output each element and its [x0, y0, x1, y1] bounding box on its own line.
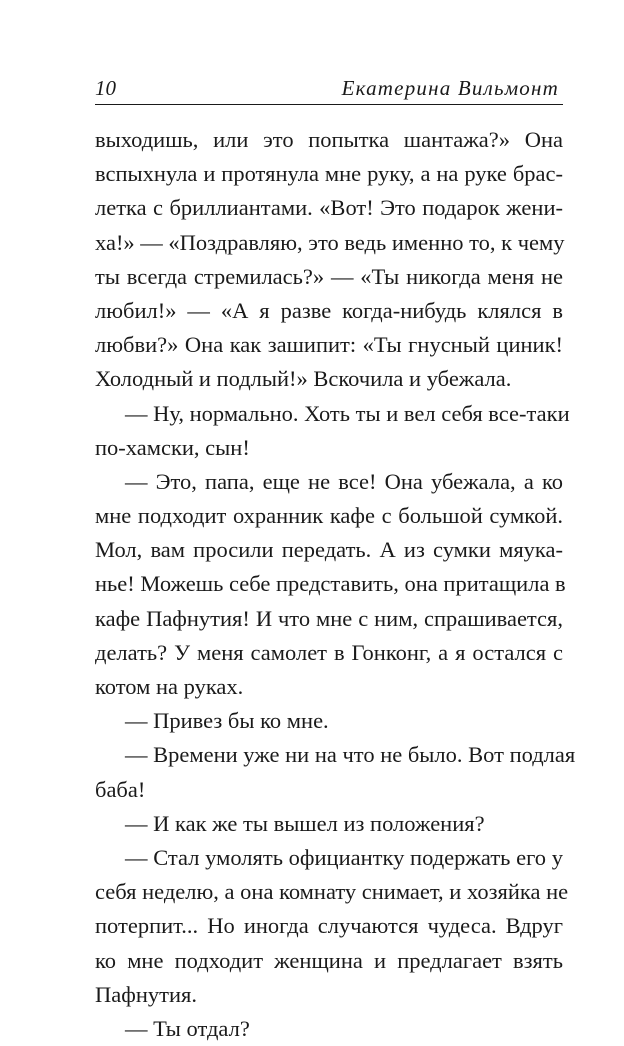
text-line: Мол, вам просили передать. А из сумки мяука- [95, 537, 563, 563]
text-line: — Стал умолять официантку подержать его у [125, 844, 563, 870]
text-line: вспыхнула и протянула мне руку, а на руке брас- [95, 161, 563, 187]
page-number: 10 [95, 76, 116, 100]
text-line: ты всегда стремилась?» — «Ты никогда меня не [95, 263, 563, 289]
text-line: Пафнутия. [95, 981, 197, 1007]
text-line: — Ты отдал? [125, 1015, 250, 1041]
page-header [95, 74, 563, 105]
body-text [95, 123, 576, 1046]
text-line: мне подходит охранник кафе с большой сумкой. [95, 503, 563, 529]
text-line: ха!» — «Поздравляю, это ведь именно то, к чему [95, 229, 565, 255]
text-line: делать? У меня самолет в Гонконг, а я остался с [95, 639, 563, 665]
text-line: нье! Можешь себе представить, она притащила в [95, 571, 566, 597]
text-line: — Ну, нормально. Хоть ты и вел себя все-таки [125, 400, 570, 426]
text-line: котом на руках. [95, 674, 244, 699]
text-line: — Привез бы ко мне. [125, 708, 329, 734]
text-line: — Времени уже ни на что не было. Вот подлая [125, 742, 576, 768]
text-line: любил!» — «А я разве когда-нибудь клялся в [95, 297, 563, 323]
text-line: — Это, папа, еще не все! Она убежала, а ко [125, 468, 563, 494]
text-line: потерпит... Но иногда случаются чудеса. Вдруг [95, 913, 563, 939]
text-line: ко мне подходит женщина и предлагает взять [95, 947, 563, 973]
text-line: выходишь, или это попытка шантажа?» Она [95, 127, 563, 152]
running-title-author: Екатерина Вильмонт [341, 76, 559, 100]
text-line: летка с бриллиантами. «Вот! Это подарок жени- [95, 195, 563, 221]
text-line: любви?» Она как зашипит: «Ты гнусный циник! [95, 332, 563, 358]
text-line: Холодный и подлый!» Вскочила и убежала. [95, 366, 512, 392]
text-line: баба! [95, 776, 146, 802]
text-line: себя неделю, а она комнату снимает, и хозяйка не [95, 879, 569, 905]
text-line: — И как же ты вышел из положения? [125, 810, 485, 836]
text-line: по-хамски, сын! [95, 434, 250, 460]
text-line: кафе Пафнутия! И что мне с ним, спрашивается, [95, 605, 563, 631]
